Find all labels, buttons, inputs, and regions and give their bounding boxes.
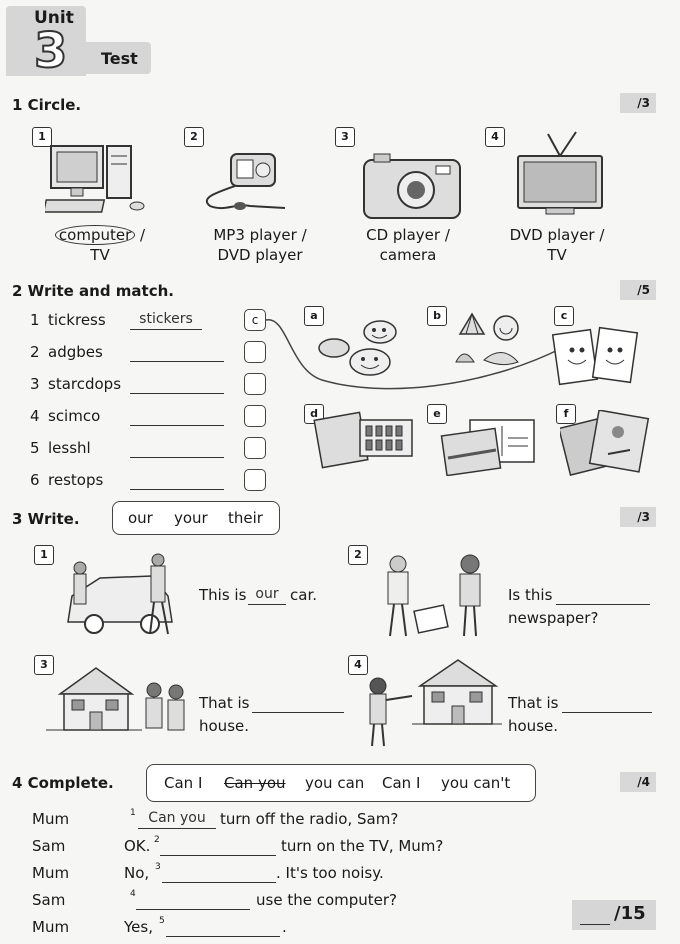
word-option-crossed[interactable]: Can you: [224, 774, 286, 792]
scrambled-word: restops: [48, 471, 104, 489]
word-bank: [146, 764, 536, 802]
item-3-label: [348, 225, 468, 265]
option-rest: /: [135, 226, 146, 244]
answer-field[interactable]: Can you: [138, 810, 216, 829]
blank-number: 5: [159, 916, 165, 926]
sentence-post: house.: [199, 717, 250, 735]
option-2[interactable]: camera: [379, 246, 437, 264]
option-1[interactable]: MP3 player /: [213, 226, 307, 244]
total-score-box: [572, 900, 656, 930]
item-number: 2: [348, 545, 368, 565]
item-number: 3: [335, 127, 355, 147]
item-number: 3: [34, 655, 54, 675]
word-bank: [112, 501, 280, 535]
blank-number: 2: [154, 835, 160, 845]
total-score-field[interactable]: [580, 908, 610, 925]
postcards-icon: [312, 410, 420, 470]
match-box[interactable]: [244, 405, 266, 427]
section-3-title: 3 Write.: [12, 510, 80, 528]
sentence-pre: No,: [124, 864, 150, 882]
answer-field[interactable]: [162, 864, 276, 883]
item-2-label: [200, 225, 320, 265]
row-number: 6: [30, 471, 40, 489]
option-1[interactable]: DVD player /: [509, 226, 605, 244]
speaker: Mum: [32, 864, 70, 882]
picture-letter: f: [556, 404, 576, 424]
sentence-post: . It's too noisy.: [276, 864, 384, 882]
answer-field[interactable]: [130, 439, 224, 458]
item-number: 1: [34, 545, 54, 565]
sentence-post: house.: [508, 717, 559, 735]
mp3-player-icon: [195, 148, 315, 218]
section-1-score: /3: [620, 93, 656, 113]
sentence-pre: That is: [508, 694, 559, 712]
speaker: Sam: [32, 891, 66, 909]
item-4-label: [497, 225, 617, 265]
postcard-icon: [440, 416, 538, 476]
option-2[interactable]: TV: [547, 246, 567, 264]
answer-field[interactable]: [556, 586, 650, 605]
row-number: 3: [30, 375, 40, 393]
answer-field[interactable]: [130, 471, 224, 490]
sentence-pre: Is this: [508, 586, 553, 604]
sentence-pre: OK.: [124, 837, 151, 855]
row-number: 2: [30, 343, 40, 361]
newspaper-people-icon: [376, 552, 496, 642]
section-4-title: 4 Complete.: [12, 774, 114, 792]
section-1-title: 1 Circle.: [12, 96, 82, 114]
total-score: /15: [614, 903, 646, 924]
blank-number: 3: [155, 862, 161, 872]
item-1-label: [40, 225, 160, 265]
section-2-title: 2 Write and match.: [12, 282, 174, 300]
option-1[interactable]: CD player /: [366, 226, 450, 244]
scrambled-word: tickress: [48, 311, 106, 329]
unit-label: Unit: [34, 8, 74, 28]
word-option[interactable]: our: [128, 509, 153, 527]
computer-icon: [45, 140, 165, 222]
word-option[interactable]: your: [174, 509, 208, 527]
item-number: 1: [32, 127, 52, 147]
item-number: 2: [184, 127, 204, 147]
scrambled-word: lesshl: [48, 439, 91, 457]
stickers-icon: [552, 326, 652, 386]
word-option[interactable]: you can't: [441, 774, 511, 792]
option-2[interactable]: TV: [90, 246, 110, 264]
circled-word[interactable]: computer: [55, 225, 135, 245]
speaker: Sam: [32, 837, 66, 855]
section-2-score: /5: [620, 280, 656, 300]
house-boy-icon: [362, 656, 502, 750]
picture-letter: b: [427, 306, 447, 326]
item-number: 4: [485, 127, 505, 147]
blank-number: 1: [130, 808, 136, 818]
sentence-post: use the computer?: [256, 891, 398, 909]
word-option[interactable]: you can: [305, 774, 365, 792]
word-option[interactable]: their: [228, 509, 263, 527]
scrambled-word: starcdops: [48, 375, 122, 393]
badges-icon: [316, 318, 406, 380]
sentence-pre: Yes,: [124, 918, 153, 936]
section-3-score: /3: [620, 507, 656, 527]
row-number: 4: [30, 407, 40, 425]
option-2[interactable]: DVD player: [217, 246, 303, 264]
scrambled-word: adgbes: [48, 343, 103, 361]
blank-number: 4: [130, 889, 136, 899]
section-4-score: /4: [620, 772, 656, 792]
answer-field[interactable]: our: [248, 586, 286, 605]
answer-field[interactable]: [166, 918, 280, 937]
answer-field[interactable]: [562, 694, 652, 713]
scrambled-word: scimco: [48, 407, 101, 425]
row-number: 5: [30, 439, 40, 457]
answer-field[interactable]: [130, 375, 224, 394]
answer-field[interactable]: [252, 694, 344, 713]
answer-field[interactable]: [160, 837, 276, 856]
word-option[interactable]: Can I: [382, 774, 421, 792]
speaker: Mum: [32, 918, 70, 936]
answer-field[interactable]: [130, 407, 224, 426]
sentence-post: car.: [290, 586, 317, 604]
house-girls-icon: [46, 660, 196, 750]
sentence-post: newspaper?: [508, 609, 599, 627]
unit-number: 3: [34, 23, 68, 79]
sentence-pre: That is: [199, 694, 250, 712]
shells-icon: [450, 310, 530, 372]
picture-letter: e: [427, 404, 447, 424]
match-box[interactable]: [244, 469, 266, 491]
sentence-post: .: [282, 918, 287, 936]
match-box[interactable]: [244, 437, 266, 459]
unit-header: [6, 6, 151, 79]
sentence-post: turn on the TV, Mum?: [281, 837, 444, 855]
speaker: Mum: [32, 810, 70, 828]
picture-letter: d: [304, 404, 324, 424]
word-option[interactable]: Can I: [164, 774, 203, 792]
row-number: 1: [30, 311, 40, 329]
camera-icon: [360, 152, 465, 222]
comics-icon: [560, 410, 656, 476]
item-number: 4: [348, 655, 368, 675]
answer-field[interactable]: [130, 343, 224, 362]
sentence-pre: This is: [199, 586, 247, 604]
picture-letter: a: [304, 306, 324, 326]
car-people-icon: [60, 552, 185, 640]
sentence-post: turn off the radio, Sam?: [220, 810, 399, 828]
match-box[interactable]: c: [244, 309, 266, 331]
answer-field[interactable]: stickers: [130, 311, 202, 330]
test-label: Test: [101, 49, 138, 68]
tv-icon: [510, 128, 610, 220]
picture-letter: c: [554, 306, 574, 326]
answer-field[interactable]: [136, 891, 250, 910]
